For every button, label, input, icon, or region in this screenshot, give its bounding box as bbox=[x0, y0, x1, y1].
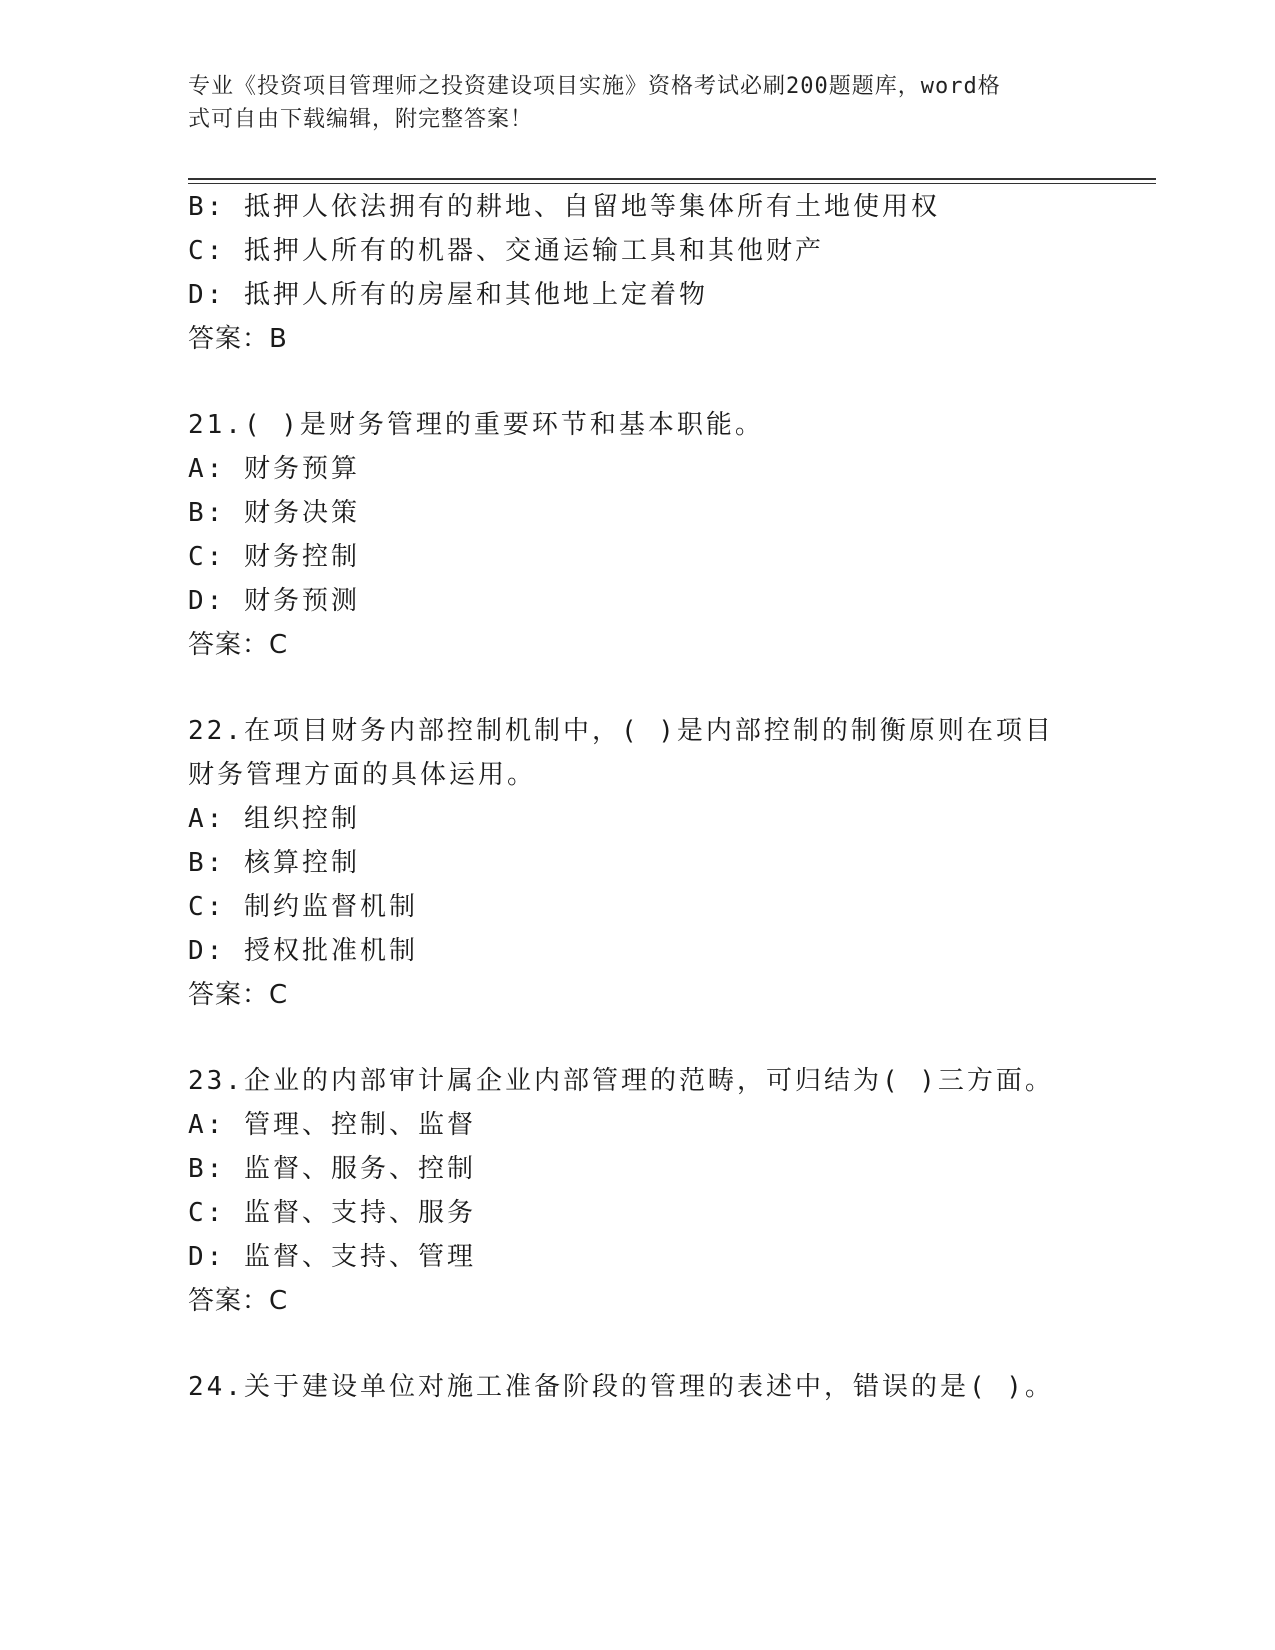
q24-question: 24.关于建设单位对施工准备阶段的管理的表述中，错误的是( )。 bbox=[188, 1372, 1054, 1402]
document-header bbox=[188, 70, 1088, 136]
q20-option-d: D: 抵押人所有的房屋和其他地上定着物 bbox=[188, 280, 708, 310]
q21-option-c: C: 财务控制 bbox=[188, 542, 360, 572]
q23-question: 23.企业的内部审计属企业内部管理的范畴，可归结为( )三方面。 bbox=[188, 1066, 1054, 1096]
q23-answer: 答案：C bbox=[188, 1286, 289, 1316]
q22-question-line-2: 财务管理方面的具体运用。 bbox=[188, 760, 537, 790]
q21-option-b: B: 财务决策 bbox=[188, 498, 360, 528]
q22-option-b: B: 核算控制 bbox=[188, 848, 360, 878]
q21-answer: 答案：C bbox=[188, 630, 289, 660]
q21-option-a: A: 财务预算 bbox=[188, 454, 360, 484]
q22-answer: 答案：C bbox=[188, 980, 289, 1010]
q22-option-d: D: 授权批准机制 bbox=[188, 936, 418, 966]
header-line-1: 专业《投资项目管理师之投资建设项目实施》资格考试必刷200题题库，word格 bbox=[188, 74, 1001, 99]
q23-option-d: D: 监督、支持、管理 bbox=[188, 1242, 476, 1272]
q23-option-b: B: 监督、服务、控制 bbox=[188, 1154, 476, 1184]
q22-question-line-1: 22.在项目财务内部控制机制中，( )是内部控制的制衡原则在项目 bbox=[188, 716, 1054, 746]
q20-option-b: B: 抵押人依法拥有的耕地、自留地等集体所有土地使用权 bbox=[188, 192, 940, 222]
q21-option-d: D: 财务预测 bbox=[188, 586, 360, 616]
q22-option-a: A: 组织控制 bbox=[188, 804, 360, 834]
q23-option-c: C: 监督、支持、服务 bbox=[188, 1198, 476, 1228]
header-divider-thin bbox=[188, 183, 1156, 184]
header-line-2: 式可自由下载编辑，附完整答案！ bbox=[188, 107, 534, 132]
q20-option-c: C: 抵押人所有的机器、交通运输工具和其他财产 bbox=[188, 236, 824, 266]
q22-option-c: C: 制约监督机制 bbox=[188, 892, 418, 922]
header-divider-thick bbox=[188, 178, 1156, 180]
q20-answer: 答案：B bbox=[188, 324, 288, 354]
q21-question: 21.( )是财务管理的重要环节和基本职能。 bbox=[188, 410, 764, 440]
q23-option-a: A: 管理、控制、监督 bbox=[188, 1110, 476, 1140]
